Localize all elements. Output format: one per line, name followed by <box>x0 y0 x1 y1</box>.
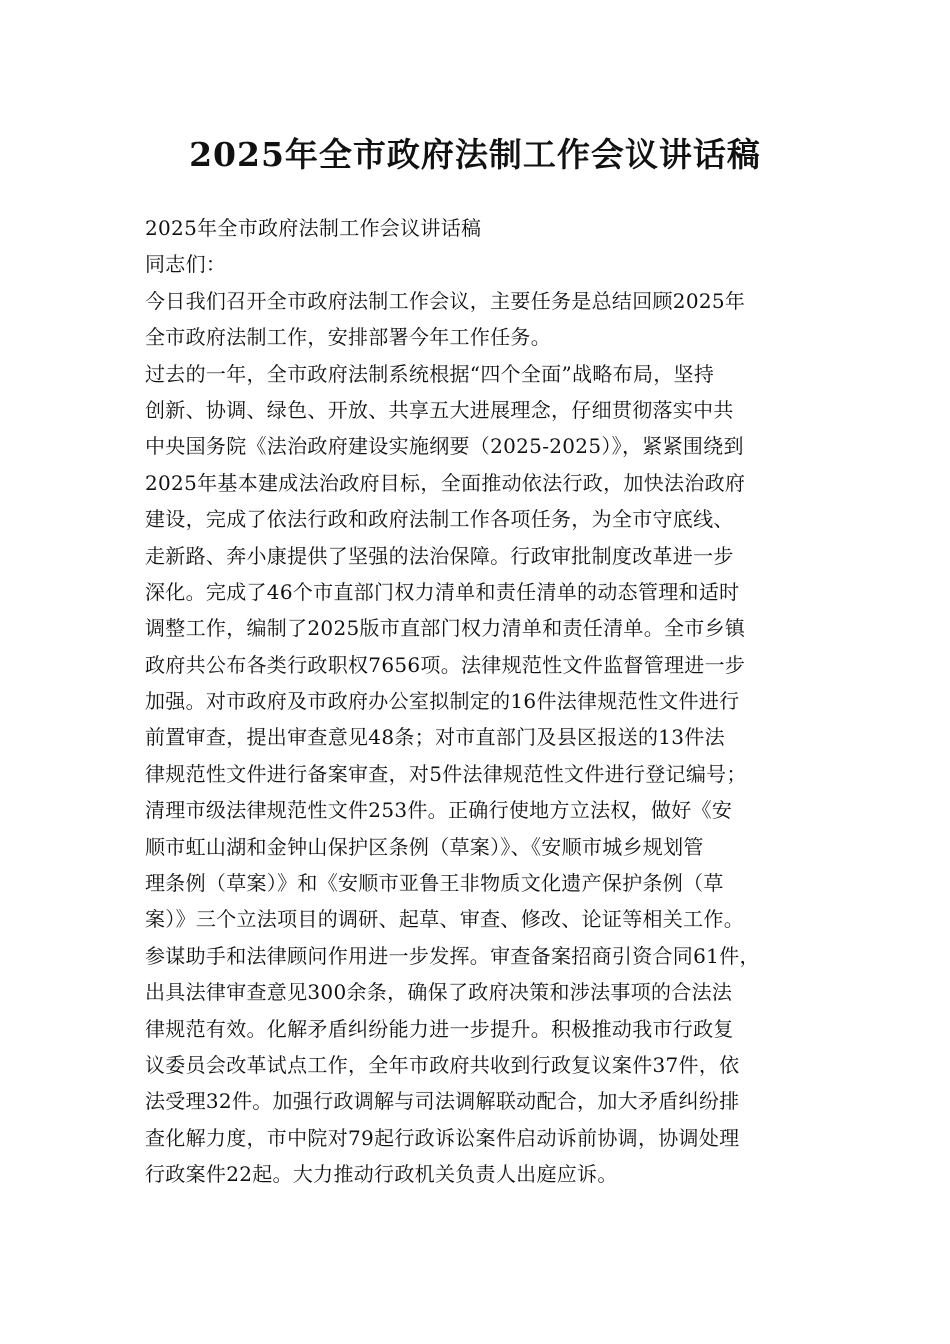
paragraph-line: 建设，完成了依法行政和政府法制工作各项任务，为全市守底线、 <box>145 507 734 532</box>
paragraph-line: 律规范性文件进行备案审查，对5件法律规范性文件进行登记编号； <box>145 761 747 786</box>
paragraph-line: 律规范有效。化解矛盾纠纷能力进一步提升。积极推动我市行政复 <box>145 1016 734 1041</box>
paragraph-line: 顺市虹山湖和金钟山保护区条例（草案）》、《安顺市城乡规划管 <box>145 834 704 859</box>
subtitle-line: 2025年全市政府法制工作会议讲话稿 <box>145 216 482 240</box>
paragraph-line: 创新、协调、绿色、开放、共享五大进展理念，仔细贯彻落实中共 <box>145 397 734 422</box>
paragraph-line: 参谋助手和法律顾问作用进一步发挥。审查备案招商引资合同61件， <box>145 943 760 968</box>
document-title: 2025年全市政府法制工作会议讲话稿 <box>189 135 761 174</box>
paragraph-line: 前置审查，提出审查意见48条；对市直部门及县区报送的13件法 <box>145 725 725 750</box>
paragraph-line: 中央国务院《法治政府建设实施纲要（2025-2025）》，紧紧围绕到 <box>145 434 744 459</box>
paragraph-line: 走新路、奔小康提供了坚强的法治保障。行政审批制度改革进一步 <box>145 543 734 568</box>
document-body <box>145 210 810 1193</box>
paragraph-line: 理条例（草案）》和《安顺市亚鲁王非物质文化遗产保护条例（草 <box>145 871 724 896</box>
paragraph-line: 过去的一年，全市政府法制系统根据“四个全面”战略布局，坚持 <box>145 361 715 386</box>
paragraph-line: 议委员会改革试点工作，全年市政府共收到行政复议案件37件，依 <box>145 1052 740 1077</box>
paragraph-line: 清理市级法律规范性文件253件。正确行使地方立法权，做好《安 <box>145 798 733 823</box>
paragraph-line: 政府共公布各类行政职权7656项。法律规范性文件监督管理进一步 <box>145 652 746 677</box>
paragraph-line: 行政案件22起。大力推动行政机关负责人出庭应诉。 <box>145 1162 618 1187</box>
paragraph-line: 加强。对市政府及市政府办公室拟制定的16件法律规范性文件进行 <box>145 689 740 714</box>
salutation-line: 同志们： <box>145 252 227 277</box>
paragraph-line: 2025年基本建成法治政府目标，全面推动依法行政，加快法治政府 <box>145 470 746 495</box>
paragraph-line: 今日我们召开全市政府法制工作会议，主要任务是总结回顾2025年 <box>145 288 746 313</box>
paragraph-line: 法受理32件。加强行政调解与司法调解联动配合，加大矛盾纠纷排 <box>145 1089 740 1114</box>
paragraph-line: 调整工作，编制了2025版市直部门权力清单和责任清单。全市乡镇 <box>145 616 746 641</box>
paragraph-line: 案）》三个立法项目的调研、起草、审查、修改、论证等相关工作。 <box>145 907 744 932</box>
paragraph-line: 深化。完成了46个市直部门权力清单和责任清单的动态管理和适时 <box>145 579 740 604</box>
paragraph-line: 查化解力度，市中院对79起行政诉讼案件启动诉前协调，协调处理 <box>145 1125 740 1150</box>
paragraph-line: 出具法律审查意见300余条，确保了政府决策和涉法事项的合法法 <box>145 980 733 1005</box>
paragraph-line: 全市政府法制工作，安排部署今年工作任务。 <box>145 325 551 350</box>
